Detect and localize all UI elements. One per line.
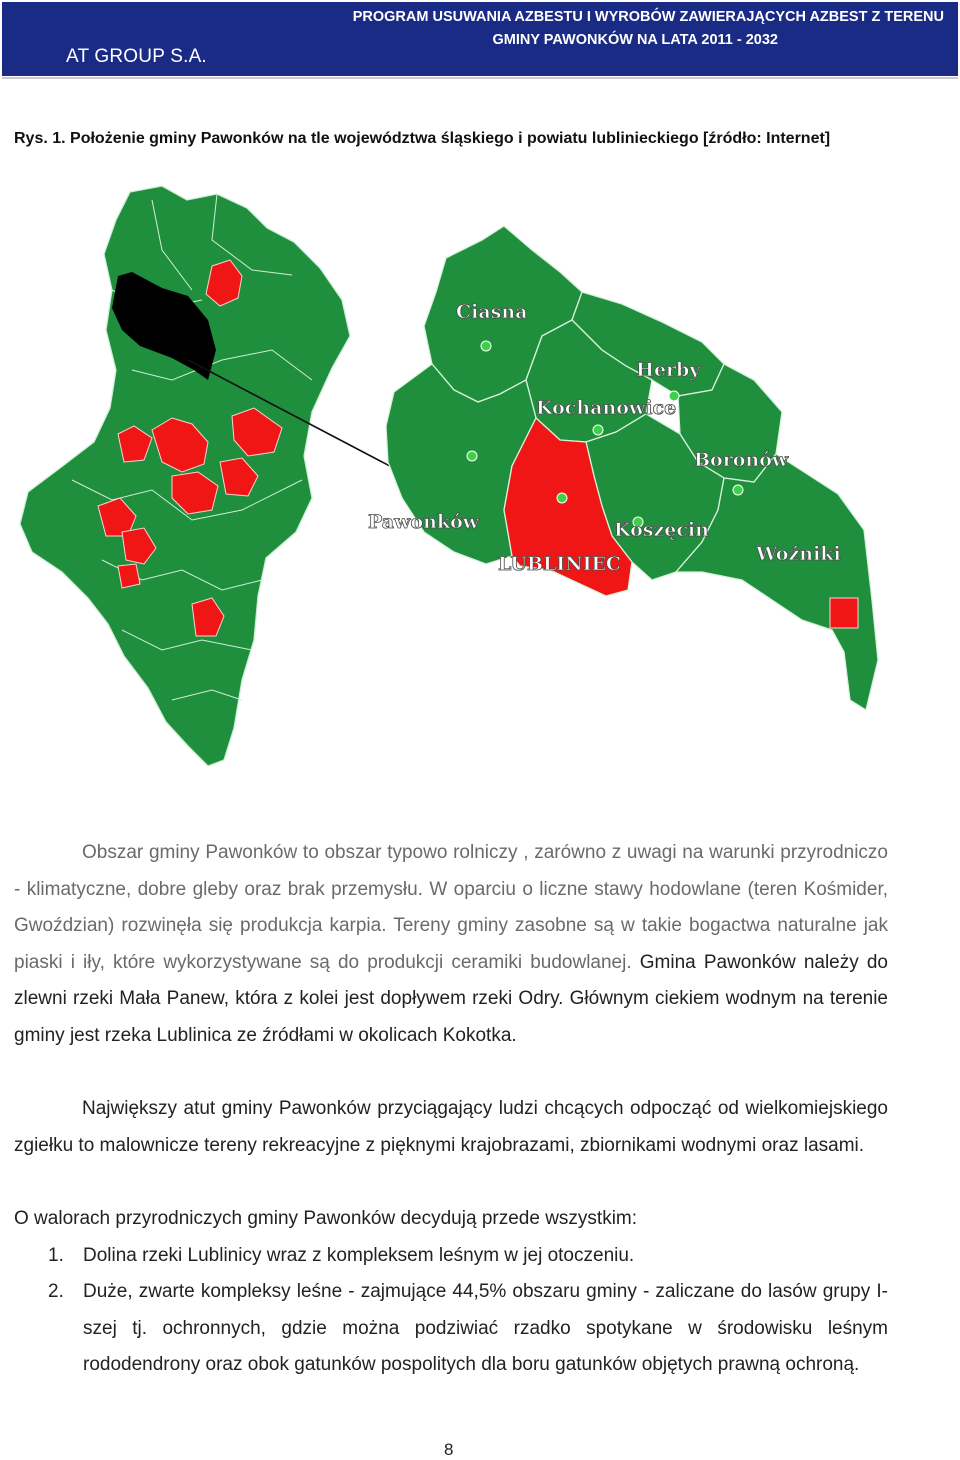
location-map <box>12 180 888 780</box>
lubliniec-seat-dot <box>557 493 567 503</box>
map-label-lubliniec: LUBLINIEC <box>498 553 622 575</box>
pawonkow-seat-dot <box>467 451 477 461</box>
list-item-text: Dolina rzeki Lublinicy wraz z kompleksem leśnym w jej otoczeniu. <box>83 1245 635 1266</box>
document-title-line2: GMINY PAWONKÓW NA LATA 2011 - 2032 <box>492 32 778 48</box>
map-label-kochanowice: Kochanowice <box>536 397 677 419</box>
list-item-text: Duże, zwarte kompleksy leśne - zajmujące 44,5% obszaru gminy - zaliczane do lasów grupy I-szej tj. ochronnych, gdzie można podziwiać rzadko spotykane w środowisku leśnym rododendrony oraz obok gatunków pospolitych dla boru gatunków objętych prawną ochroną. <box>83 1281 888 1376</box>
paragraph-1-sentence-3: Gmina Pawonków należy do zlewni rzeki Mała Panew, która z kolei jest dopływem rzeki Odry. Głównym ciekiem wodnym na terenie gminy jest rzeka Lublinica ze źródłami w okolicach Kokotka. <box>14 951 889 1046</box>
map-label-koszecin: Koszęcin <box>614 519 709 541</box>
paragraph-2 <box>14 1091 888 1164</box>
document-title-block <box>291 2 958 76</box>
map-label-boronow: Boronów <box>694 449 789 471</box>
wozniki-red-marker <box>830 598 858 628</box>
red-area-9 <box>118 564 140 588</box>
header-divider <box>2 77 958 79</box>
document-title-line1: PROGRAM USUWANIA AZBESTU I WYROBÓW ZAWIERAJĄCYCH AZBEST Z TERENU <box>352 9 944 25</box>
company-name: AT GROUP S.A. <box>66 46 207 67</box>
paragraph-2-text: Największy atut gminy Pawonków przyciągający ludzi chcących odpocząć od wielkomiejskiego zgiełku to malownicze tereny rekreacyjne z pięknymi krajobrazami, zbiornikami wodnymi oraz lasami. <box>14 1098 888 1156</box>
lubliniec-county <box>386 226 878 710</box>
map-label-herby: Herby <box>636 359 701 381</box>
paragraph-3: O walorach przyrodniczych gminy Pawonków decydują przede wszystkim: <box>14 1208 638 1229</box>
map-label-wozniki: Woźniki <box>756 543 841 565</box>
list-item-number: 1. <box>48 1245 64 1266</box>
paragraph-1-sentence-1: Obszar gminy Pawonków to obszar typowo rolniczy , zarówno z uwagi na warunki przyrodniczo - klimatyczne, dobre gleby oraz brak przemysłu. <box>14 842 888 900</box>
map-label-pawonkow: Pawonków <box>368 511 480 533</box>
paragraph-1-sentence-2: W oparciu o liczne stawy hodowlane (teren Kośmider, Gwoździan) rozwinęła się produkcja karpia. Tereny gminy zasobne są w takie bogactwa naturalne jak piaski i iły, które wykorzystywane są do produkcji ceramiki budowlanej. <box>14 878 888 973</box>
page-header <box>2 2 958 76</box>
page-number: 8 <box>444 1440 454 1459</box>
boronow-seat-dot <box>733 485 743 495</box>
figure-caption: Rys. 1. Położenie gminy Pawonków na tle województwa śląskiego i powiatu lublinieckiego [źródło: Internet] <box>14 130 831 147</box>
map-label-ciasna: Ciasna <box>456 301 528 323</box>
list-item-number: 2. <box>48 1281 64 1302</box>
company-logo-block <box>2 2 291 76</box>
paragraph-1 <box>14 835 888 1055</box>
ciasna-seat-dot <box>481 341 491 351</box>
location-map-image <box>12 180 888 780</box>
kochanowice-seat-dot <box>593 425 603 435</box>
